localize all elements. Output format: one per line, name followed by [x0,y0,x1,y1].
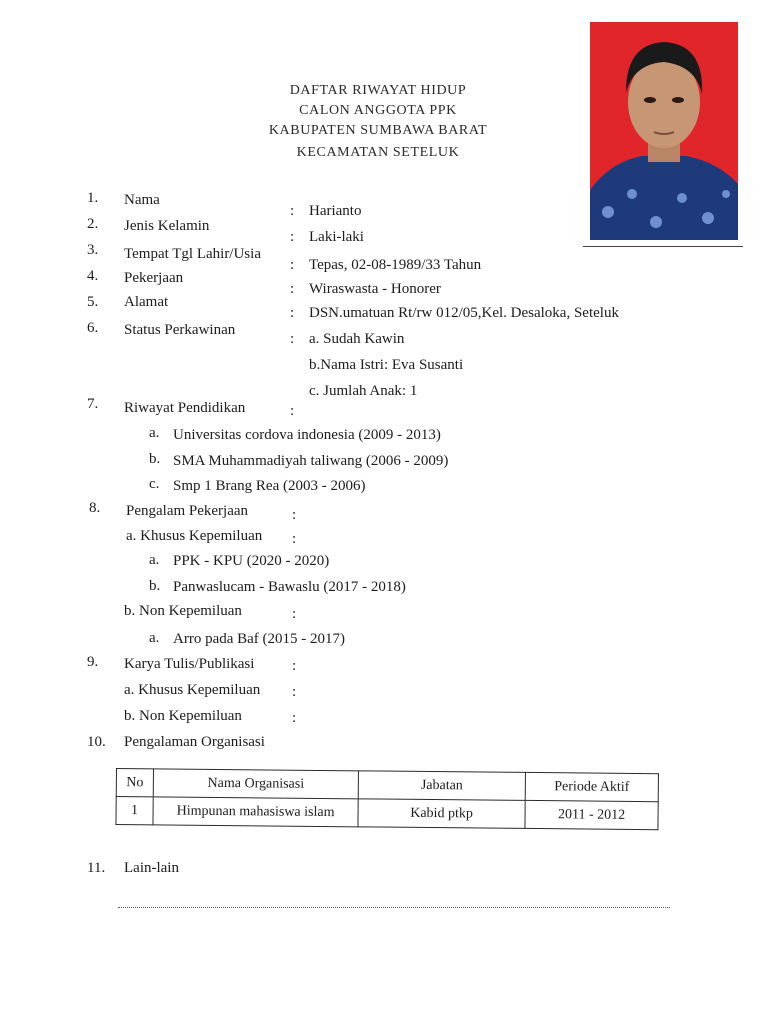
education-entry-b: SMA Muhammadiyah taliwang (2006 - 2009) [173,453,449,469]
item-4-value: Wiraswasta - Honorer [309,281,441,297]
education-letter-b: b. [149,451,161,467]
children-count: c. Jumlah Anak: 1 [309,383,418,399]
publications-khusus-colon: : [292,684,297,700]
item-2-number: 2. [87,216,99,232]
work-non-label: b. Non Kepemiluan [124,603,242,619]
item-9-colon: : [292,658,297,674]
education-entry-a: Universitas cordova indonesia (2009 - 2013) [173,427,441,443]
title-line-2: CALON ANGGOTA PPK [299,103,457,118]
item-4-label: Pekerjaan [124,270,184,286]
table-row [116,797,658,830]
item-7-colon: : [290,403,295,419]
item-8-colon: : [292,507,297,523]
item-7-label: Riwayat Pendidikan [124,400,246,416]
item-9-label: Karya Tulis/Publikasi [124,656,255,672]
col-header-position: Jabatan [358,771,525,801]
work-non-colon: : [292,606,297,622]
publications-non-label: b. Non Kepemiluan [124,708,242,724]
item-11-number: 11. [87,860,106,876]
col-header-no: No [116,769,153,797]
item-2-colon: : [290,229,295,245]
education-letter-a: a. [149,425,160,441]
title-line-3: KABUPATEN SUMBAWA BARAT [268,123,488,138]
item-3-colon: : [290,257,295,273]
organization-table [115,768,659,830]
item-11-label: Lain-lain [124,860,179,876]
item-6-number: 6. [87,320,99,336]
cell-no: 1 [116,797,153,825]
item-1-number: 1. [87,190,99,206]
work-khusus-letter-a: a. [149,552,160,568]
item-3-value: Tepas, 02-08-1989/33 Tahun [309,257,482,273]
title-line-1: DAFTAR RIWAYAT HIDUP [289,83,467,98]
item-10-label: Pengalaman Organisasi [124,734,265,750]
work-non-entry-a: Arro pada Baf (2015 - 2017) [173,631,346,647]
item-2-value: Laki-laki [309,229,364,245]
work-khusus-letter-b: b. [149,578,161,594]
item-5-value: DSN.umatuan Rt/rw 012/05,Kel. Desaloka, Seteluk [309,305,619,321]
work-khusus-colon: : [292,531,297,547]
profile-photo [590,22,738,240]
item-6-value: a. Sudah Kawin [309,331,405,347]
spouse-name: b.Nama Istri: Eva Susanti [309,357,464,373]
work-khusus-label: a. Khusus Kepemiluan [126,528,263,544]
cell-position: Kabid ptkp [358,799,525,829]
item-4-number: 4. [87,268,99,284]
item-7-number: 7. [87,396,99,412]
item-8-number: 8. [89,500,101,516]
item-9-number: 9. [87,654,99,670]
item-4-colon: : [290,281,295,297]
item-6-colon: : [290,331,295,347]
publications-non-colon: : [292,710,297,726]
publications-khusus-label: a. Khusus Kepemiluan [124,682,261,698]
work-non-letter-a: a. [149,630,160,646]
item-5-colon: : [290,305,295,321]
cell-period: 2011 - 2012 [525,800,658,829]
work-khusus-entry-b: Panwaslucam - Bawaslu (2017 - 2018) [173,579,406,595]
item-1-value: Harianto [309,203,362,219]
education-entry-c: Smp 1 Brang Rea (2003 - 2006) [173,478,366,494]
photo-underline [583,246,743,247]
col-header-period: Periode Aktif [525,772,658,801]
col-header-organization: Nama Organisasi [153,769,358,799]
item-1-colon: : [290,203,295,219]
item-2-label: Jenis Kelamin [124,218,210,234]
cell-organization: Himpunan mahasiswa islam [153,797,358,827]
work-khusus-entry-a: PPK - KPU (2020 - 2020) [173,553,330,569]
education-letter-c: c. [149,476,160,492]
title-line-4: KECAMATAN SETELUK [296,145,460,160]
item-5-label: Alamat [124,294,169,310]
item-3-number: 3. [87,242,99,258]
item-8-label: Pengalam Pekerjaan [126,503,249,519]
portrait-image [590,22,738,240]
item-6-label: Status Perkawinan [124,322,236,338]
item-5-number: 5. [87,294,99,310]
item-10-number: 10. [87,734,106,750]
item-3-label: Tempat Tgl Lahir/Usia [124,246,261,262]
dotted-fill-line [118,907,670,908]
item-1-label: Nama [124,192,160,208]
